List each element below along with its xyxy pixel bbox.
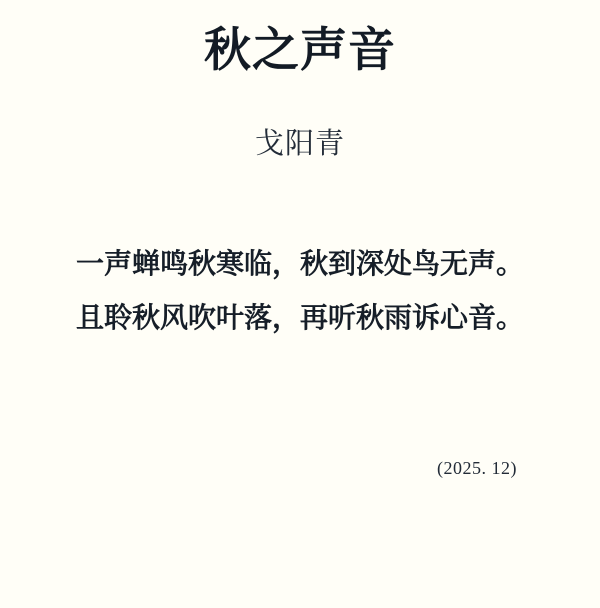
poem-line-1: 一声蝉鸣秋寒临，秋到深处鸟无声。 <box>75 249 524 280</box>
author-name: 戈阳青 <box>254 128 345 160</box>
date-label: (2025. 12) <box>437 458 517 478</box>
page-title: 秋之声音 <box>204 23 396 76</box>
poem-body <box>0 238 600 346</box>
poem-line-2: 且聆秋风吹叶落，再听秋雨诉心音。 <box>75 303 524 334</box>
